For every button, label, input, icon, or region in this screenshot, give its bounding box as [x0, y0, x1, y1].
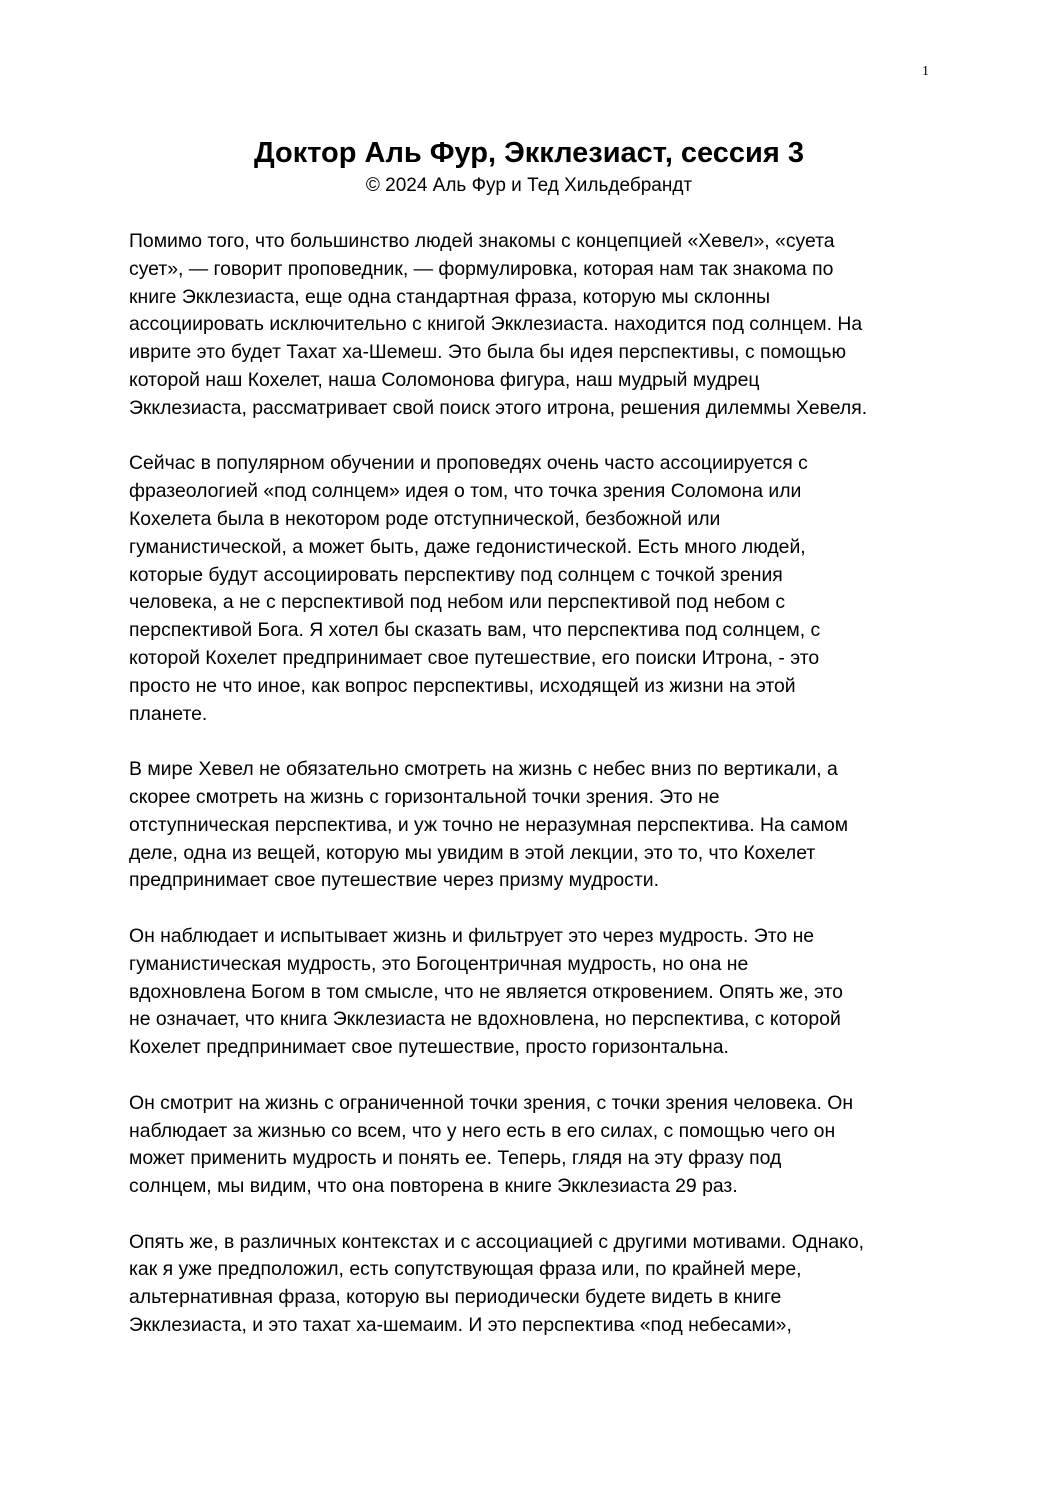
- paragraph: [129, 228, 944, 423]
- paragraph: [129, 756, 944, 895]
- document-body: [129, 228, 944, 1368]
- copyright-line: © 2024 Аль Фур и Тед Хильдебрандт: [365, 175, 693, 196]
- paragraph-line: альтернативная фраза, которую вы периодически будете видеть в книге: [129, 1286, 782, 1309]
- paragraph-line: Опять же, в различных контекстах и с ассоциацией с другими мотивами. Однако,: [129, 1230, 865, 1253]
- document-title: Доктор Аль Фур, Экклезиаст, сессия 3: [253, 137, 804, 169]
- paragraph-line: перспективой Бога. Я хотел бы сказать вам, что перспектива под солнцем, с: [129, 619, 821, 642]
- paragraph-line: Кохелет предпринимает свое путешествие, просто горизонтальна.: [129, 1036, 729, 1059]
- paragraph-line: как я уже предположил, есть сопутствующая фраза или, по крайней мере,: [129, 1258, 802, 1281]
- paragraph-line: солнцем, мы видим, что она повторена в книге Экклезиаста 29 раз.: [129, 1175, 738, 1198]
- paragraph: [129, 1229, 944, 1340]
- paragraph-line: которой наш Кохелет, наша Соломонова фигура, наш мудрый мудрец: [129, 368, 760, 391]
- paragraph-line: Экклезиаста, рассматривает свой поиск этого итрона, решения дилеммы Хевеля.: [129, 396, 868, 419]
- paragraph-line: ассоциировать исключительно с книгой Экклезиаста. находится под солнцем. На: [129, 313, 863, 336]
- paragraph-line: В мире Хевел не обязательно смотреть на жизнь с небес вниз по вертикали, а: [129, 758, 838, 781]
- paragraph-line: не означает, что книга Экклезиаста не вдохновлена, но перспектива, с которой: [129, 1008, 841, 1031]
- paragraph-line: может применить мудрость и понять ее. Теперь, глядя на эту фразу под: [129, 1147, 782, 1170]
- paragraph-line: Он наблюдает и испытывает жизнь и фильтрует это через мудрость. Это не: [129, 924, 815, 947]
- paragraph-line: гуманистической, а может быть, даже гедонистической. Есть много людей,: [129, 535, 806, 558]
- paragraph-line: Кохелета была в некотором роде отступнической, безбожной или: [129, 507, 721, 530]
- paragraph-line: вдохновлена Богом в том смысле, что не является откровением. Опять же, это: [129, 980, 843, 1003]
- paragraph-line: отступническая перспектива, и уж точно не неразумная перспектива. На самом: [129, 813, 849, 836]
- paragraph-line: Помимо того, что большинство людей знакомы с концепцией «Хевел», «суета: [129, 230, 835, 252]
- paragraph: [129, 1090, 944, 1201]
- paragraph-line: книге Экклезиаста, еще одна стандартная фраза, которую мы склонны: [129, 285, 771, 308]
- paragraph: [129, 923, 944, 1062]
- paragraph-line: иврите это будет Тахат ха-Шемеш. Это была бы идея перспективы, с помощью: [129, 341, 847, 364]
- paragraph-line: Сейчас в популярном обучении и проповедях очень часто ассоциируется с: [129, 452, 808, 475]
- paragraph-line: гуманистическая мудрость, это Богоцентричная мудрость, но она не: [129, 952, 749, 975]
- paragraph-line: Экклезиаста, и это тахат ха-шемаим. И это перспектива «под небесами»,: [129, 1314, 792, 1337]
- paragraph-line: планете.: [129, 702, 208, 725]
- paragraph-line: предпринимает свое путешествие через призму мудрости.: [129, 869, 659, 892]
- paragraph: [129, 450, 944, 728]
- paragraph-line: деле, одна из вещей, которую мы увидим в этой лекции, это то, что Кохелет: [129, 841, 816, 864]
- paragraph-line: сует», — говорит проповедник, — формулировка, которая нам так знакома по: [129, 257, 834, 280]
- paragraph-line: фразеологией «под солнцем» идея о том, что точка зрения Соломона или: [129, 480, 802, 503]
- page-number: 1: [922, 64, 929, 79]
- paragraph-line: человека, а не с перспективой под небом или перспективой под небом с: [129, 591, 786, 614]
- paragraph-line: Он смотрит на жизнь с ограниченной точки зрения, с точки зрения человека. Он: [129, 1091, 854, 1114]
- paragraph-line: скорее смотреть на жизнь с горизонтальной точки зрения. Это не: [129, 785, 720, 808]
- paragraph-line: которой Кохелет предпринимает свое путешествие, его поиски Итрона, - это: [129, 646, 820, 669]
- paragraph-line: которые будут ассоциировать перспективу под солнцем с точкой зрения: [129, 563, 783, 586]
- paragraph-line: наблюдает за жизнью со всем, что у него есть в его силах, с помощью чего он: [129, 1119, 836, 1142]
- paragraph-line: просто не что иное, как вопрос перспективы, исходящей из жизни на этой: [129, 674, 796, 697]
